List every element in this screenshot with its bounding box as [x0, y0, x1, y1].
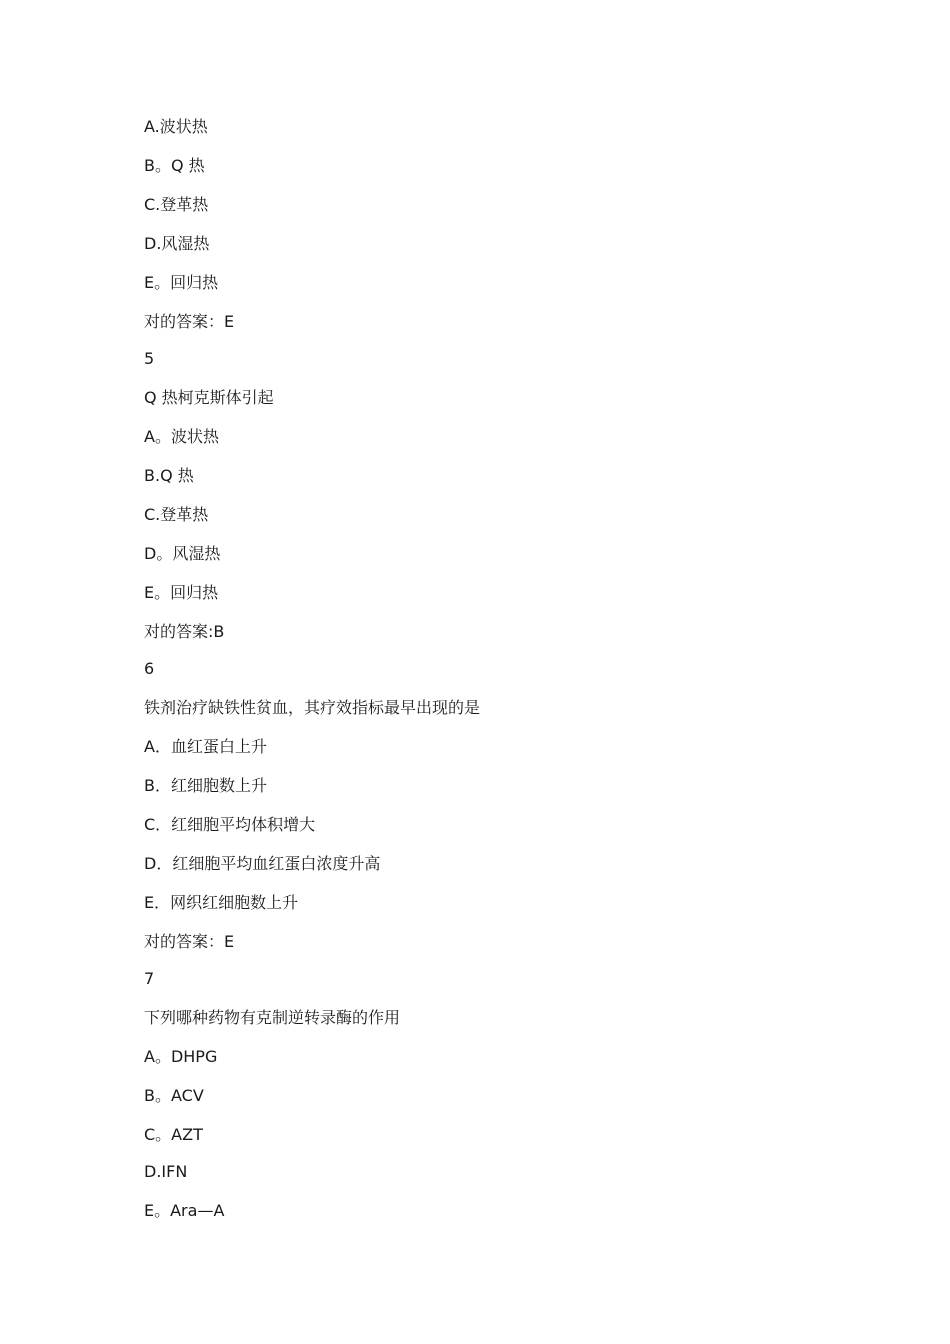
- option-b-q7: B。ACV: [144, 1086, 204, 1105]
- option-d-q7: D.IFN: [144, 1162, 188, 1181]
- option-a-q6: A．血红蛋白上升: [144, 737, 267, 756]
- option-d-q5: D。风湿热: [144, 544, 221, 563]
- option-e-q4: E。回归热: [144, 273, 219, 292]
- option-e-q6: E．网织红细胞数上升: [144, 893, 299, 912]
- option-b-q6: B．红细胞数上升: [144, 776, 267, 795]
- option-c-q4: C.登革热: [144, 195, 209, 214]
- option-a-q4: A.波状热: [144, 117, 208, 136]
- option-b-q4: B。Q 热: [144, 156, 205, 175]
- option-d-q4: D.风湿热: [144, 234, 210, 253]
- option-a-q5: A。波状热: [144, 427, 219, 446]
- answer-q5: 对的答案:B: [144, 622, 225, 641]
- option-e-q5: E。回归热: [144, 583, 219, 602]
- option-c-q6: C．红细胞平均体积增大: [144, 815, 316, 834]
- question-number-6: 6: [144, 659, 155, 678]
- question-text-7: 下列哪种药物有克制逆转录酶的作用: [144, 1008, 401, 1027]
- question-number-7: 7: [144, 969, 155, 988]
- option-c-q7: C。AZT: [144, 1125, 203, 1144]
- answer-q6: 对的答案：E: [144, 932, 235, 951]
- option-d-q6: D．红细胞平均血红蛋白浓度升高: [144, 854, 381, 873]
- option-c-q5: C.登革热: [144, 505, 209, 524]
- option-e-q7: E。Ara—A: [144, 1201, 225, 1220]
- option-a-q7: A。DHPG: [144, 1047, 218, 1066]
- question-number-5: 5: [144, 349, 155, 368]
- option-b-q5: B.Q 热: [144, 466, 194, 485]
- question-text-5: Q 热柯克斯体引起: [144, 388, 274, 407]
- question-text-6: 铁剂治疗缺铁性贫血，其疗效指标最早出现的是: [144, 698, 481, 717]
- answer-q4: 对的答案：E: [144, 312, 235, 331]
